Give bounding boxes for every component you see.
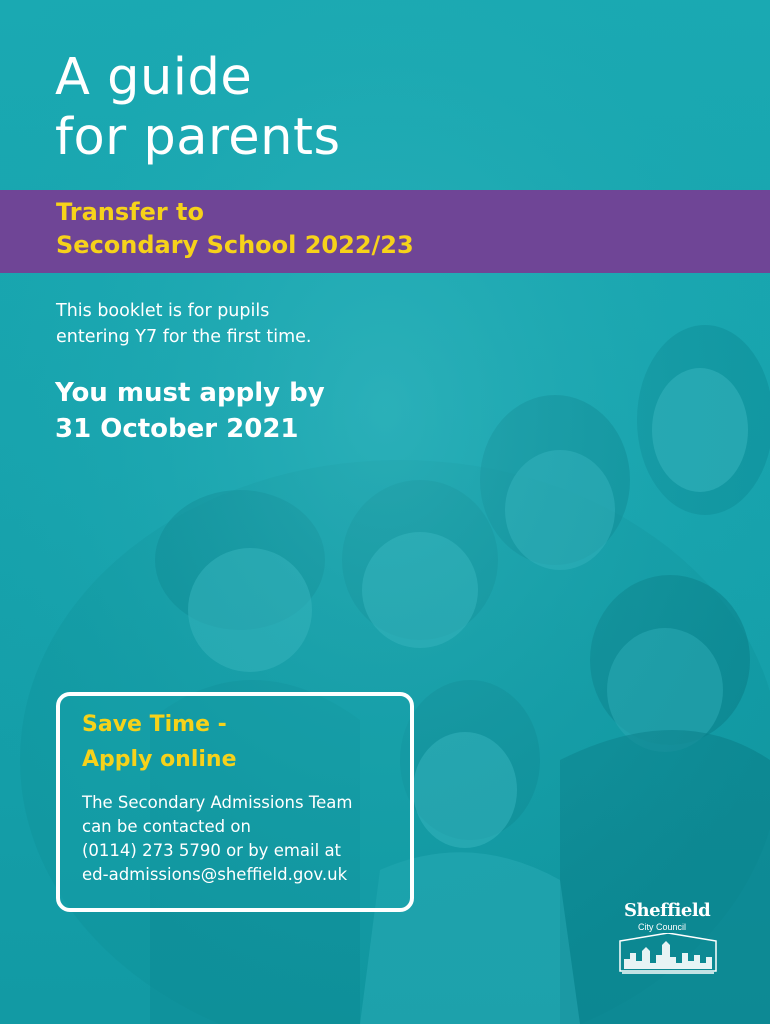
title-line-1: A guide — [55, 48, 253, 107]
box-heading-line-1: Save Time - — [82, 712, 227, 737]
band-line-2: Secondary School 2022/23 — [56, 231, 414, 259]
city-skyline-icon — [618, 933, 718, 975]
contact-box — [56, 692, 414, 912]
contact-email-link[interactable]: ed-admissions@sheffield.gov.uk — [82, 865, 348, 884]
subtitle-band — [0, 190, 770, 273]
page-title — [55, 48, 341, 168]
deadline-line-2: 31 October 2021 — [55, 414, 299, 444]
contact-text-line-2: can be contacted on — [82, 817, 251, 836]
intro-line-1: This booklet is for pupils — [56, 301, 270, 321]
logo-sub: City Council — [638, 922, 687, 932]
sheffield-city-council-logo — [618, 900, 718, 975]
box-heading-line-2: Apply online — [82, 747, 237, 772]
intro-line-2: entering Y7 for the first time. — [56, 327, 312, 347]
title-line-2: for parents — [55, 108, 341, 167]
deadline-line-1: You must apply by — [55, 378, 325, 408]
contact-text-line-1: The Secondary Admissions Team — [82, 793, 353, 812]
logo-name: Sheffield — [624, 900, 711, 921]
band-line-1: Transfer to — [56, 198, 205, 226]
contact-phone-line: (0114) 273 5790 or by email at — [82, 841, 342, 860]
